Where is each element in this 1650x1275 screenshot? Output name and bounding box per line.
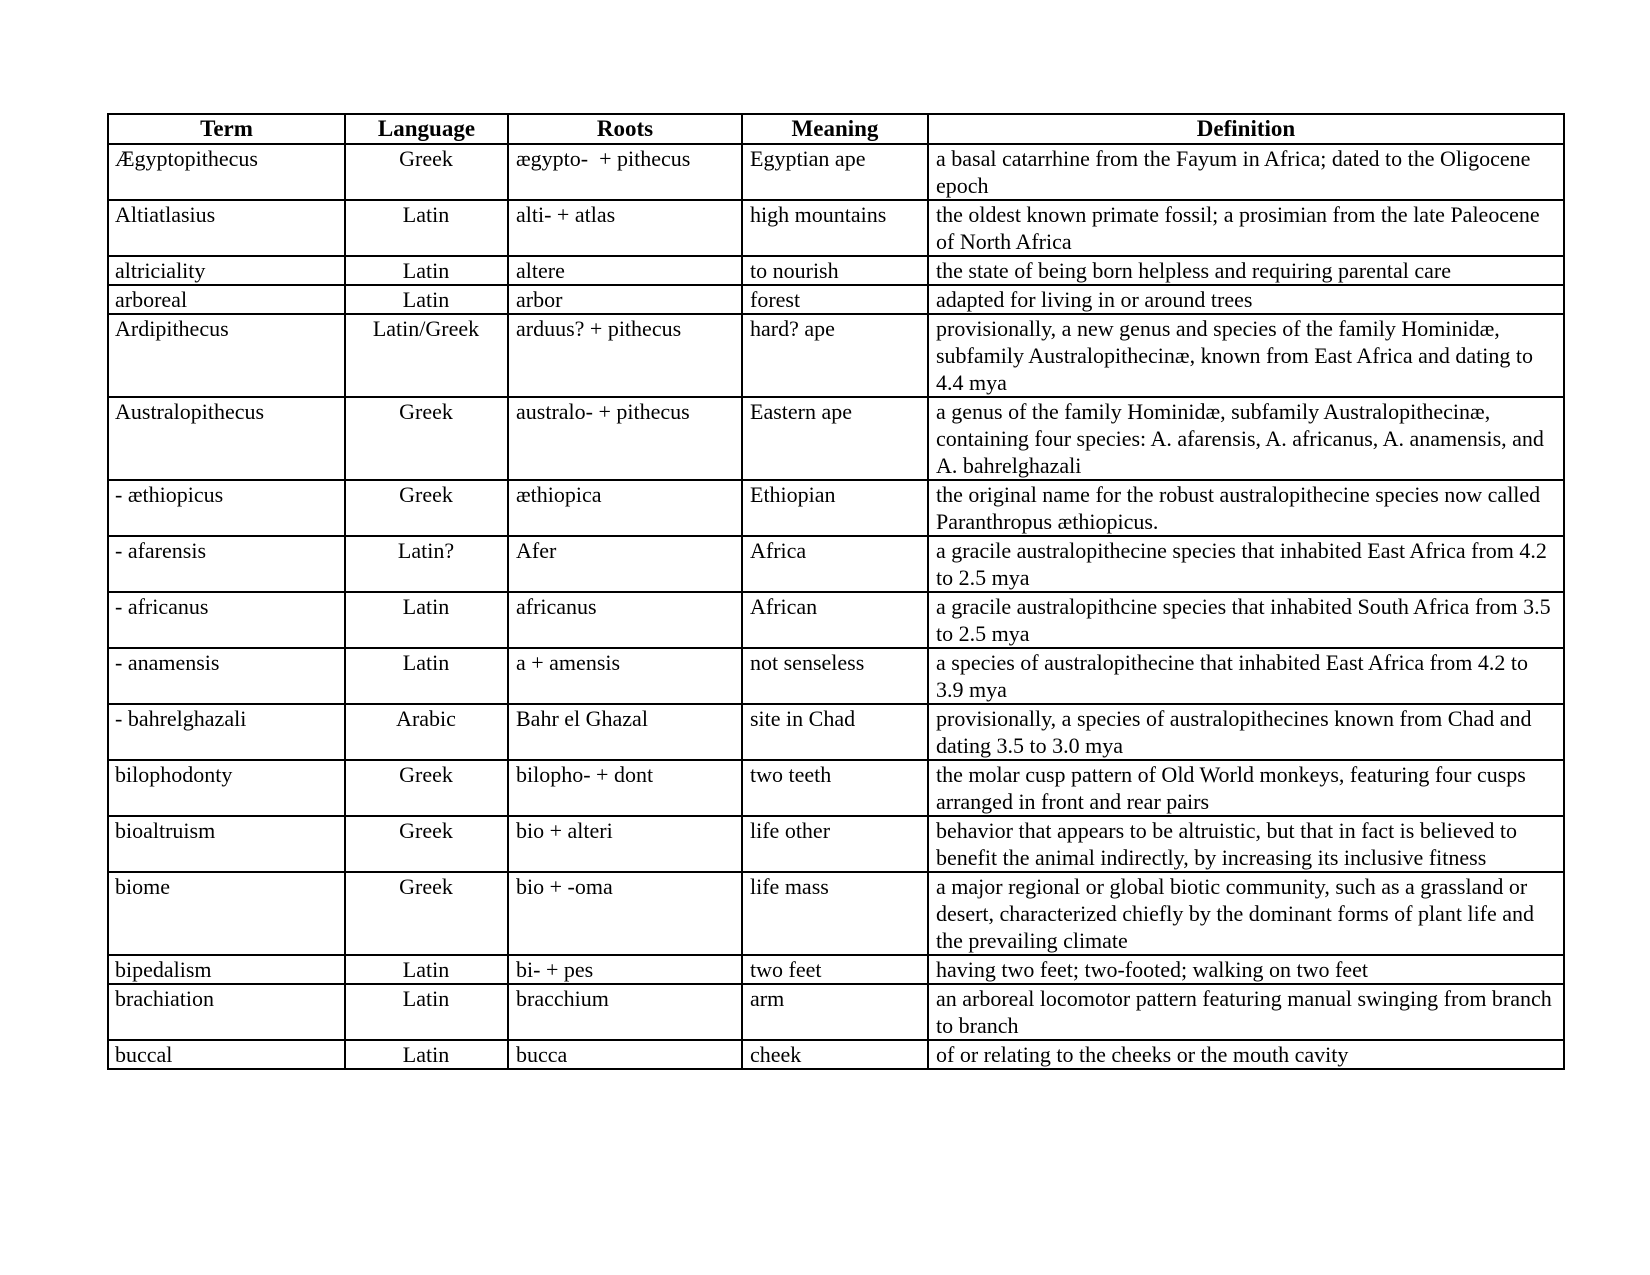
- table-row: [108, 955, 1564, 984]
- cell-language: Latin/Greek: [345, 314, 508, 397]
- cell-definition: a genus of the family Hominidæ, subfamily Australopithecinæ, containing four species: A. afarensis, A. africanus, A. anamensis, and A. bahrelghazali: [928, 397, 1564, 480]
- cell-roots: arduus? + pithecus: [508, 314, 742, 397]
- cell-language: Latin?: [345, 536, 508, 592]
- cell-language: Latin: [345, 256, 508, 285]
- cell-term: - africanus: [108, 592, 345, 648]
- table-row: [108, 397, 1564, 480]
- cell-term: biome: [108, 872, 345, 955]
- cell-meaning: to nourish: [742, 256, 928, 285]
- cell-language: Arabic: [345, 704, 508, 760]
- cell-definition: a basal catarrhine from the Fayum in Africa; dated to the Oligocene epoch: [928, 144, 1564, 200]
- table-row: [108, 536, 1564, 592]
- table-row: [108, 592, 1564, 648]
- cell-definition: the molar cusp pattern of Old World monkeys, featuring four cusps arranged in front and rear pairs: [928, 760, 1564, 816]
- cell-roots: bio + alteri: [508, 816, 742, 872]
- cell-definition: provisionally, a species of australopithecines known from Chad and dating 3.5 to 3.0 mya: [928, 704, 1564, 760]
- cell-definition: an arboreal locomotor pattern featuring manual swinging from branch to branch: [928, 984, 1564, 1040]
- cell-roots: arbor: [508, 285, 742, 314]
- cell-definition: a species of australopithecine that inhabited East Africa from 4.2 to 3.9 mya: [928, 648, 1564, 704]
- header-row: [108, 114, 1564, 144]
- cell-roots: altere: [508, 256, 742, 285]
- cell-definition: provisionally, a new genus and species of the family Hominidæ, subfamily Australopithecinæ, known from East Africa and dating to 4.4 mya: [928, 314, 1564, 397]
- table-row: [108, 314, 1564, 397]
- cell-roots: Afer: [508, 536, 742, 592]
- table-row: [108, 816, 1564, 872]
- cell-term: - bahrelghazali: [108, 704, 345, 760]
- cell-language: Latin: [345, 1040, 508, 1069]
- cell-language: Greek: [345, 480, 508, 536]
- cell-meaning: site in Chad: [742, 704, 928, 760]
- cell-language: Greek: [345, 816, 508, 872]
- cell-roots: bi- + pes: [508, 955, 742, 984]
- cell-language: Greek: [345, 397, 508, 480]
- cell-meaning: cheek: [742, 1040, 928, 1069]
- glossary-table: [107, 113, 1565, 1070]
- cell-meaning: life mass: [742, 872, 928, 955]
- cell-term: brachiation: [108, 984, 345, 1040]
- table-row: [108, 648, 1564, 704]
- cell-meaning: two teeth: [742, 760, 928, 816]
- cell-term: - anamensis: [108, 648, 345, 704]
- cell-definition: the original name for the robust australopithecine species now called Paranthropus æthiopicus.: [928, 480, 1564, 536]
- cell-roots: bracchium: [508, 984, 742, 1040]
- table-row: [108, 285, 1564, 314]
- cell-term: altriciality: [108, 256, 345, 285]
- cell-meaning: African: [742, 592, 928, 648]
- cell-meaning: Africa: [742, 536, 928, 592]
- cell-language: Greek: [345, 872, 508, 955]
- table-row: [108, 480, 1564, 536]
- cell-meaning: hard? ape: [742, 314, 928, 397]
- table-row: [108, 872, 1564, 955]
- column-header-definition: Definition: [928, 114, 1564, 144]
- cell-language: Greek: [345, 144, 508, 200]
- cell-roots: bio + -oma: [508, 872, 742, 955]
- cell-term: bioaltruism: [108, 816, 345, 872]
- cell-term: Ægyptopithecus: [108, 144, 345, 200]
- cell-language: Latin: [345, 592, 508, 648]
- cell-term: - afarensis: [108, 536, 345, 592]
- cell-meaning: Ethiopian: [742, 480, 928, 536]
- cell-roots: bilopho- + dont: [508, 760, 742, 816]
- cell-term: buccal: [108, 1040, 345, 1069]
- cell-definition: having two feet; two-footed; walking on two feet: [928, 955, 1564, 984]
- cell-roots: bucca: [508, 1040, 742, 1069]
- cell-language: Latin: [345, 285, 508, 314]
- table-row: [108, 1040, 1564, 1069]
- cell-term: - æthiopicus: [108, 480, 345, 536]
- cell-meaning: life other: [742, 816, 928, 872]
- cell-meaning: Egyptian ape: [742, 144, 928, 200]
- table-row: [108, 704, 1564, 760]
- cell-roots: Bahr el Ghazal: [508, 704, 742, 760]
- table-row: [108, 984, 1564, 1040]
- cell-meaning: Eastern ape: [742, 397, 928, 480]
- column-header-term: Term: [108, 114, 345, 144]
- cell-definition: adapted for living in or around trees: [928, 285, 1564, 314]
- column-header-language: Language: [345, 114, 508, 144]
- cell-meaning: arm: [742, 984, 928, 1040]
- cell-term: Altiatlasius: [108, 200, 345, 256]
- cell-meaning: not senseless: [742, 648, 928, 704]
- column-header-roots: Roots: [508, 114, 742, 144]
- cell-roots: æthiopica: [508, 480, 742, 536]
- cell-roots: alti- + atlas: [508, 200, 742, 256]
- cell-definition: a gracile australopithecine species that inhabited East Africa from 4.2 to 2.5 mya: [928, 536, 1564, 592]
- cell-meaning: forest: [742, 285, 928, 314]
- cell-meaning: two feet: [742, 955, 928, 984]
- cell-term: bilophodonty: [108, 760, 345, 816]
- cell-definition: of or relating to the cheeks or the mouth cavity: [928, 1040, 1564, 1069]
- column-header-meaning: Meaning: [742, 114, 928, 144]
- cell-language: Latin: [345, 200, 508, 256]
- cell-definition: a major regional or global biotic community, such as a grassland or desert, characterized chiefly by the dominant forms of plant life and the prevailing climate: [928, 872, 1564, 955]
- cell-definition: behavior that appears to be altruistic, but that in fact is believed to benefit the animal indirectly, by increasing its inclusive fitness: [928, 816, 1564, 872]
- cell-language: Latin: [345, 984, 508, 1040]
- cell-definition: a gracile australopithcine species that inhabited South Africa from 3.5 to 2.5 mya: [928, 592, 1564, 648]
- table-row: [108, 144, 1564, 200]
- cell-roots: ægypto- + pithecus: [508, 144, 742, 200]
- table-row: [108, 760, 1564, 816]
- cell-term: bipedalism: [108, 955, 345, 984]
- cell-roots: africanus: [508, 592, 742, 648]
- cell-language: Latin: [345, 648, 508, 704]
- table-row: [108, 256, 1564, 285]
- cell-definition: the oldest known primate fossil; a prosimian from the late Paleocene of North Africa: [928, 200, 1564, 256]
- cell-roots: australo- + pithecus: [508, 397, 742, 480]
- table-row: [108, 200, 1564, 256]
- cell-roots: a + amensis: [508, 648, 742, 704]
- cell-term: Australopithecus: [108, 397, 345, 480]
- cell-meaning: high mountains: [742, 200, 928, 256]
- cell-definition: the state of being born helpless and requiring parental care: [928, 256, 1564, 285]
- cell-language: Latin: [345, 955, 508, 984]
- cell-language: Greek: [345, 760, 508, 816]
- cell-term: arboreal: [108, 285, 345, 314]
- cell-term: Ardipithecus: [108, 314, 345, 397]
